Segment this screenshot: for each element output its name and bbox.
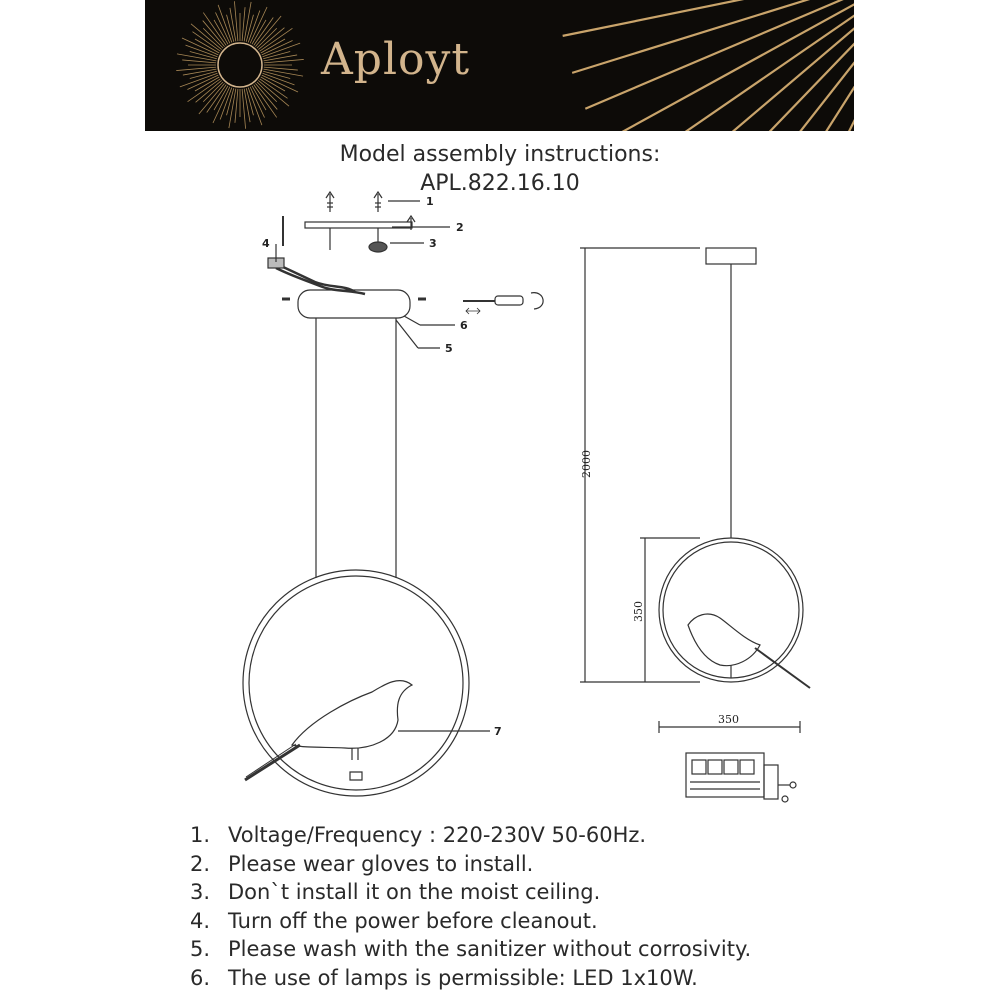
list-item	[190, 964, 751, 993]
document-title: Model assembly instructions:	[339, 142, 661, 167]
callout-1: 1	[426, 195, 434, 208]
list-text: The use of lamps is permissible: LED 1x10W.	[228, 965, 698, 990]
model-number: APL.822.16.10	[420, 171, 580, 196]
list-text: Please wash with the sanitizer without corrosivity.	[228, 937, 752, 961]
list-text: Don`t install it on the moist ceiling.	[228, 880, 601, 904]
list-number: 5.	[190, 937, 211, 961]
callout-2: 2	[456, 221, 464, 234]
ring-outer	[243, 570, 469, 796]
callout-5: 5	[445, 342, 453, 355]
wiring-diagram	[686, 753, 796, 802]
callout-7: 7	[494, 725, 502, 738]
instructions-list	[190, 821, 751, 992]
list-number: 1.	[190, 823, 211, 847]
list-text: Turn off the power before cleanout.	[228, 908, 598, 933]
list-number: 3.	[190, 880, 211, 904]
canopy	[298, 290, 410, 318]
callout-6: 6	[460, 319, 468, 332]
list-item	[190, 850, 751, 879]
screw-2	[374, 192, 382, 212]
list-item	[190, 821, 751, 850]
dimension-ring-height: 350	[632, 601, 645, 622]
dimension-ring-width: 350	[718, 713, 739, 726]
list-number: 2.	[190, 851, 211, 876]
screw-1	[326, 192, 334, 212]
canopy-side	[706, 248, 756, 264]
list-number: 6.	[190, 965, 211, 990]
list-text: Please wear gloves to install.	[228, 851, 534, 876]
list-item	[190, 907, 751, 936]
callout-4: 4	[262, 237, 270, 250]
brand-logo: Aployt	[321, 34, 471, 85]
screwdriver	[463, 293, 543, 314]
bird-shade	[292, 681, 412, 749]
list-number: 4.	[190, 908, 211, 933]
dimension-height: 2000	[580, 450, 593, 478]
callout-3: 3	[429, 237, 437, 250]
list-item	[190, 935, 751, 964]
list-text: Voltage/Frequency : 220-230V 50-60Hz.	[228, 823, 647, 847]
list-item	[190, 878, 751, 907]
